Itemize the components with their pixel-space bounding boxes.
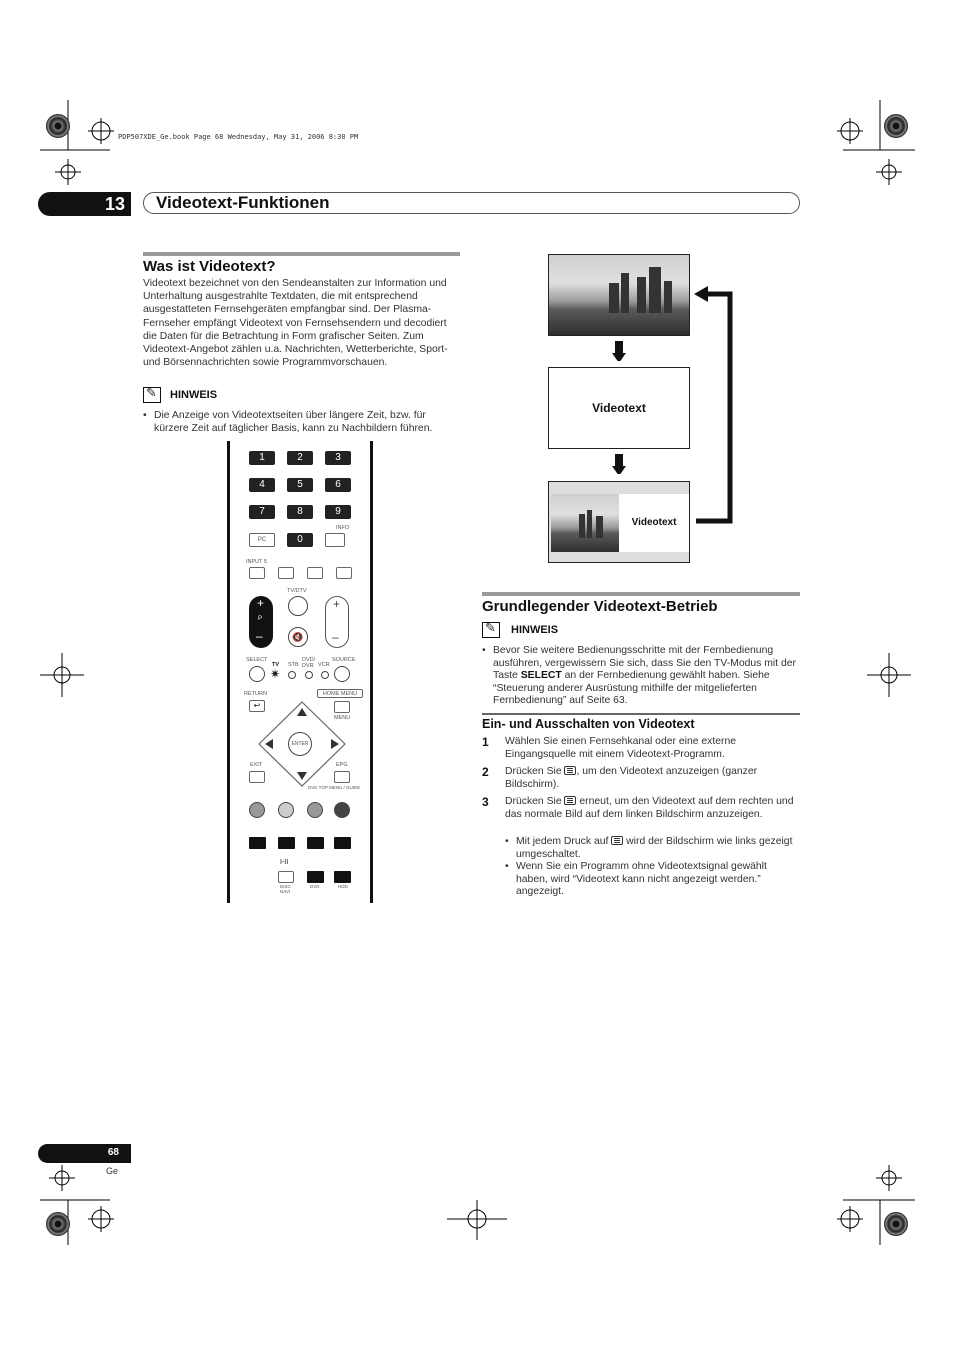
page-number: 68 [107, 1147, 119, 1158]
return-arrow-icon [694, 286, 736, 526]
select-label: SELECT [246, 657, 268, 663]
tv-label: TV [272, 662, 280, 668]
enter-button[interactable] [288, 732, 312, 756]
split-button[interactable] [336, 567, 352, 579]
page-number-badge [38, 1144, 131, 1163]
section-title: Grundlegender Videotext-Betrieb [482, 598, 718, 615]
step-number: 3 [482, 795, 489, 809]
return-button[interactable]: ↩ [249, 700, 265, 712]
tv-indicator-icon: ✷ [270, 667, 281, 681]
file-header: PDP507XDE_Ge.book Page 68 Wednesday, May 31, 2006 8:30 PM [118, 133, 359, 141]
registration-mark [46, 114, 70, 138]
note-item: • Bevor Sie weitere Bedienungsschritte mit der Fernbedienung ausführen, vergewissern Sie sich, dass Sie den TV-Modus mit der Taste SELECT an der Fernbedienung gewählt haben. Siehe “Steuerung anderer Ausrüstung mithilfe der mitgelieferten Fernbedienung” auf Seite 63. [482, 645, 797, 706]
digit-4-button[interactable]: 4 [249, 478, 275, 492]
chapter-number: 13 [104, 194, 125, 214]
record-button[interactable] [249, 802, 265, 818]
sub-bullet: • Wenn Sie ein Programm ohne Videotextsignal gewählt haben, wird “Videotext kann nicht angezeigt werden.” angezeigt. [505, 861, 797, 899]
stb-indicator [288, 671, 296, 679]
tvdtv-button[interactable] [288, 596, 308, 616]
screen-mode-button[interactable] [278, 567, 294, 579]
epg-label: EPG [336, 762, 348, 768]
section-rule [482, 592, 800, 596]
step-text-b: , um den Videotext anzuzeigen (ganzer Bildschirm). [505, 766, 758, 790]
channel-label: P [258, 616, 263, 622]
videotext-label: Videotext [592, 401, 646, 415]
mute-button[interactable]: 🔇 [288, 627, 308, 647]
subsection-heading: Ein- und Ausschalten von Videotext [482, 717, 695, 731]
digit-6-button[interactable]: 6 [325, 478, 351, 492]
teletext-icon [564, 766, 576, 775]
step-text-b: erneut, um den Videotext auf dem rechten und das normale Bild auf dem linken Bildschirm anzuzeigen. [505, 796, 794, 820]
note-icon [482, 622, 500, 638]
teletext-icon [611, 836, 623, 845]
select-button[interactable] [249, 666, 265, 682]
info-button[interactable] [325, 533, 345, 547]
section-title: Was ist Videotext? [143, 258, 276, 275]
sub-bullet-text-b: wird der Bildschirm wie links gezeigt umgeschaltet. [516, 836, 793, 860]
teletext-icon [564, 796, 576, 805]
disc-navi-label: DISC NAVI [280, 884, 291, 894]
yellow-button[interactable] [307, 837, 324, 849]
digit-8-button[interactable]: 8 [287, 505, 313, 519]
pause-button[interactable] [278, 802, 294, 818]
section-body: Videotext bezeichnet von den Sendeanstalten zur Information und Unterhaltung ausgestrahlte Textdaten, die mit entsprechend ausgestatteten Fernsehgeräten empfangbar sind. Der Plasma-Fernseher empfängt Videotext von Fernsehsendern und decodiert die Daten für die Betrachtung in Form grafischer Seiten. Zum Videotext-Angebot zählen u.a. Nachrichten, Wetterberichte, Sport- und Börsennachrichten sowie Programmvorschauen. [143, 278, 448, 369]
blue-button[interactable] [334, 837, 351, 849]
registration-mark [884, 114, 908, 138]
red-button[interactable] [249, 837, 266, 849]
sub-bullet-text-a: Mit jedem Druck auf [516, 836, 612, 847]
home-menu-button[interactable] [317, 689, 363, 698]
language-code: Ge [106, 1166, 119, 1176]
pc-label: PC [257, 537, 267, 543]
tvdtv-label: TV/DTV [287, 588, 307, 594]
remote-control [227, 441, 373, 903]
chapter-badge [38, 192, 131, 216]
digit-0-button[interactable]: 0 [287, 533, 313, 547]
menu-label: MENU [334, 715, 351, 721]
select-key: SELECT [520, 670, 562, 681]
down-arrow-icon [612, 454, 626, 474]
note-item: • Die Anzeige von Videotextseiten über längere Zeit, bzw. für kürzere Zeit auf täglicher Basis, kann zu Nachbildern führen. [143, 410, 461, 435]
vcr-indicator [321, 671, 329, 679]
step-text-a: Drücken Sie [505, 766, 565, 777]
digit-7-button[interactable]: 7 [249, 505, 275, 519]
step-text [505, 796, 799, 821]
hdd-label: HDD [338, 884, 348, 889]
sub-bullet-text: Wenn Sie ein Programm ohne Videotextsignal gewählt haben, wird “Videotext kann nicht angezeigt werden.” angezeigt. [516, 861, 767, 897]
pc-button[interactable] [249, 533, 275, 547]
sub-bullet: • Mit jedem Druck auf wird der Bildschirm wie links gezeigt umgeschaltet. [505, 836, 793, 860]
dvd-label: DVD [310, 884, 320, 889]
volume-rocker[interactable]: + – [325, 596, 349, 648]
dvddvr-indicator [305, 671, 313, 679]
split-screen [548, 481, 690, 563]
registration-mark [884, 1212, 908, 1236]
hdd-button[interactable] [334, 871, 351, 883]
note-label: HINWEIS [170, 389, 218, 401]
vcr-label: VCR [318, 662, 330, 668]
chapter-title: Videotext-Funktionen [156, 193, 330, 212]
digit-3-button[interactable]: 3 [325, 451, 351, 465]
note-text: Bevor Sie weitere Bedienungsschritte mit der Fernbedienung ausführen, vergewissern Sie sich, dass Sie den TV-Modus mit der Taste [493, 645, 797, 681]
step-text-a: Drücken Sie [505, 796, 565, 807]
subsection-rule [482, 713, 800, 715]
return-label: RETURN [244, 691, 267, 697]
note-item-text: Die Anzeige von Videotextseiten über längere Zeit, bzw. für kürzere Zeit auf täglicher Basis, kann zu Nachbildern führen. [154, 410, 433, 434]
i-ii-label: I-II [280, 859, 289, 866]
section-rule [143, 252, 460, 256]
i-ii-button[interactable] [278, 871, 294, 883]
digit-9-button[interactable]: 9 [325, 505, 351, 519]
input5-button[interactable] [249, 567, 265, 579]
info-label: INFO [336, 525, 350, 531]
enter-label: ENTER [291, 741, 309, 747]
tv-picture-screen [548, 254, 690, 336]
digit-5-button[interactable]: 5 [287, 478, 313, 492]
dvddvr-label: DVD/ DVR [302, 657, 316, 669]
green-button[interactable] [278, 837, 295, 849]
step-number: 2 [482, 765, 489, 779]
dvd-button[interactable] [307, 871, 324, 883]
freeze-button[interactable] [307, 567, 323, 579]
note-text-cont: an der Fernbedienung gewählt haben. Siehe “Steuerung anderer Ausrüstung mithilfe der mitgelieferten Fernbedienung” auf Seite 63. [493, 670, 770, 706]
home-menu-label: HOME MENU [322, 691, 358, 697]
exit-button[interactable] [249, 771, 265, 783]
source-power-button[interactable] [334, 666, 350, 682]
channel-rocker[interactable]: + P – [249, 596, 273, 648]
digit-1-button[interactable]: 1 [249, 451, 275, 465]
registration-mark [46, 1212, 70, 1236]
source-label: SOURCE [332, 657, 356, 663]
digit-2-button[interactable]: 2 [287, 451, 313, 465]
stop-button[interactable] [307, 802, 323, 818]
epg-button[interactable] [334, 771, 350, 783]
exit-label: EXIT [250, 762, 263, 768]
chapter-title-bar [143, 192, 800, 214]
step-text [505, 766, 795, 791]
step-text: Wählen Sie einen Fernsehkanal oder eine externe Eingangsquelle mit einem Videotext-Programm. [505, 736, 737, 760]
stb-label: STB [288, 662, 299, 668]
split-videotext-label: Videotext [631, 517, 677, 528]
input5-label: INPUT 5 [246, 559, 267, 565]
note-label: HINWEIS [511, 624, 559, 636]
dvd-top-menu-label: DVD TOP MENU / GUIDE [308, 785, 361, 790]
step-number: 1 [482, 735, 489, 749]
videotext-screen [548, 367, 690, 449]
note-icon [143, 387, 161, 403]
down-arrow-icon [612, 341, 626, 361]
play-button[interactable] [334, 802, 350, 818]
